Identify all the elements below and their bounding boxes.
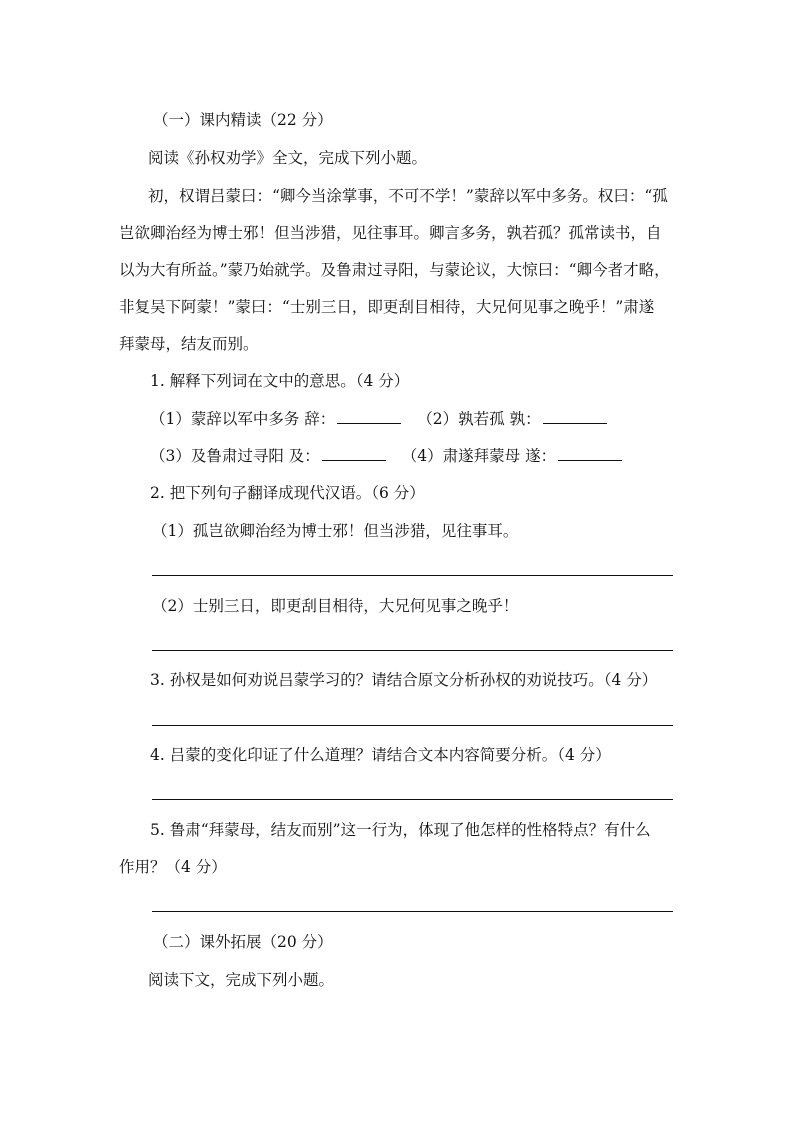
section1-instruction: 阅读《孙权劝学》全文，完成下列小题。 (148, 149, 428, 167)
question-1-item-3: （3）及鲁肃过寻阳 及： (150, 447, 320, 465)
section1-heading: （一）课内精读（22 分） (153, 111, 333, 129)
answer-blank[interactable] (322, 446, 386, 461)
passage-line: 非复吴下阿蒙！”蒙曰：“士别三日，即更刮目相待，大兄何见事之晚乎！”肃遂 (119, 298, 655, 316)
question-1-item-4: （4）肃遂拜蒙母 遂： (401, 447, 557, 465)
question-2-sub-1: （1）孤岂欲卿治经为博士邪！但当涉猎，见往事耳。 (152, 522, 519, 540)
answer-line[interactable] (152, 650, 673, 651)
passage-line: 岂欲卿治经为博士邪！但当涉猎，见往事耳。卿言多务，孰若孤？孤常读书，自 (119, 224, 662, 242)
answer-line[interactable] (152, 725, 673, 726)
question-1-row-1 (150, 409, 609, 429)
passage-line: 初，权谓吕蒙曰：“卿今当涂掌事，不可不学！”蒙辞以军中多务。权曰：“孤 (148, 187, 668, 205)
passage-line: 以为大有所益。”蒙乃始就学。及鲁肃过寻阳，与蒙论议，大惊曰：“卿今者才略， (119, 261, 670, 279)
question-1-row-2 (150, 446, 624, 466)
answer-blank[interactable] (543, 409, 607, 424)
question-5-stem: 5. 鲁肃“拜蒙母，结友而别”这一行为，体现了他怎样的性格特点？有什么 (150, 821, 651, 839)
question-1-stem: 1. 解释下列词在文中的意思。（4 分） (150, 372, 410, 390)
answer-blank[interactable] (558, 446, 622, 461)
answer-line[interactable] (152, 799, 673, 800)
question-2-stem: 2. 把下列句子翻译成现代汉语。（6 分） (150, 484, 425, 502)
answer-blank[interactable] (337, 409, 401, 424)
section2-heading: （二）课外拓展（20 分） (153, 933, 333, 951)
question-1-item-1: （1）蒙辞以军中多务 辞： (150, 410, 336, 428)
question-3-stem: 3. 孙权是如何劝说吕蒙学习的？请结合原文分析孙权的劝说技巧。（4 分） (150, 671, 658, 689)
question-5-stem-continued: 作用？（4 分） (119, 858, 227, 876)
question-1-item-2: （2）孰若孤 孰： (417, 410, 541, 428)
passage-line: 拜蒙母，结友而别。 (119, 335, 259, 353)
answer-line[interactable] (152, 911, 673, 912)
answer-line[interactable] (152, 575, 673, 576)
question-4-stem: 4. 吕蒙的变化印证了什么道理？请结合文本内容简要分析。（4 分） (150, 746, 611, 764)
section2-instruction: 阅读下文，完成下列小题。 (148, 971, 335, 989)
question-2-sub-2: （2）士别三日，即更刮目相待，大兄何见事之晚乎！ (152, 597, 519, 615)
